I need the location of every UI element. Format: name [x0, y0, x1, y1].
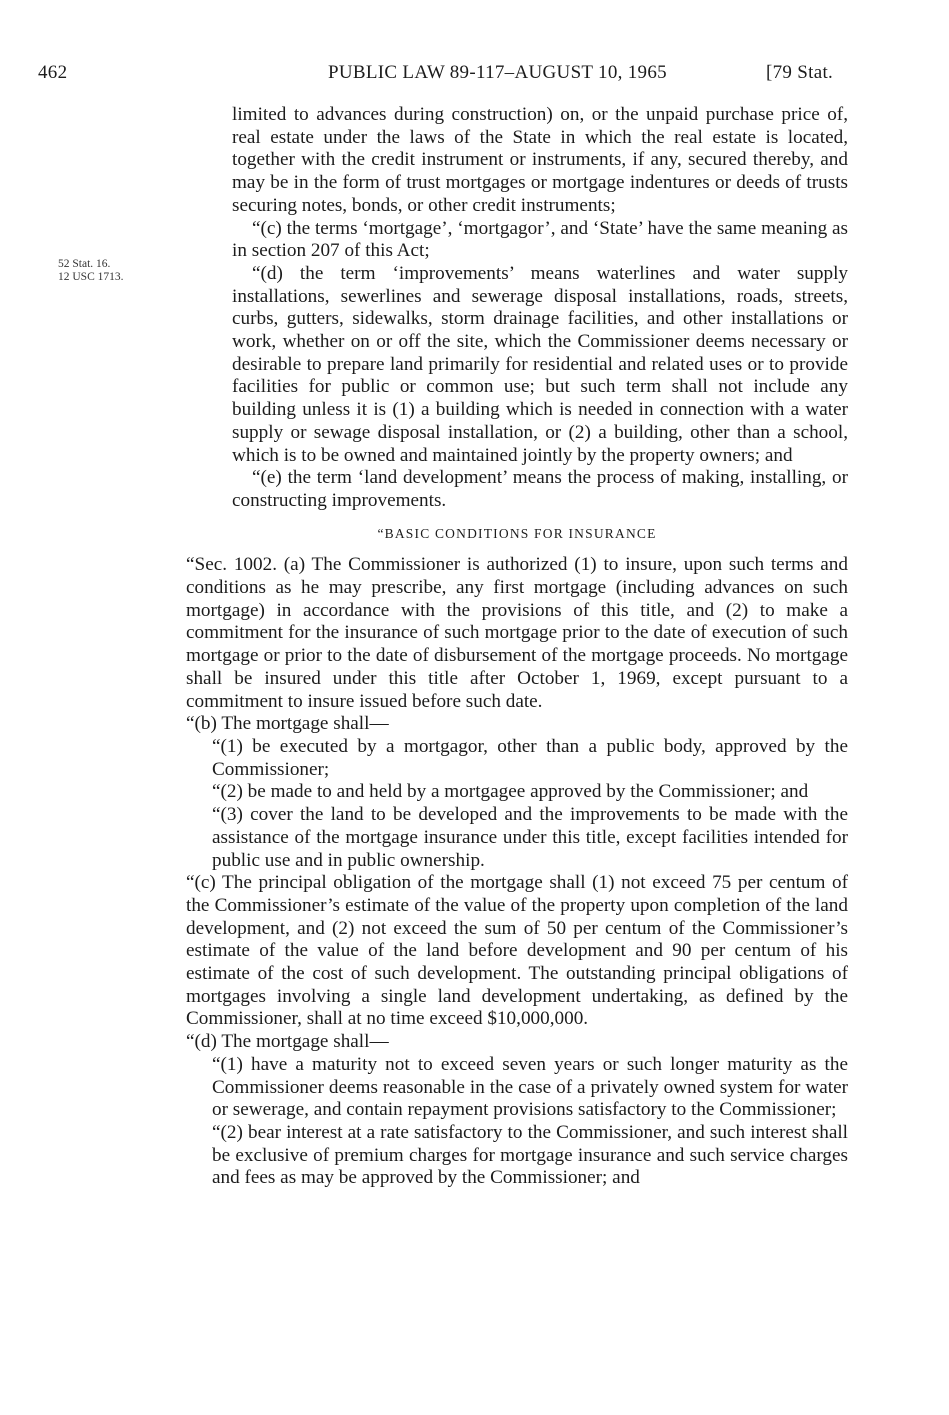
subsection-b-items [186, 736, 848, 872]
paragraph: “(2) bear interest at a rate satisfactory to the Commissioner, and such interest shall be exclusive of premium charges for mortgage insurance and such service charges and fees as may be approved by the Commissioner; and [212, 1121, 848, 1189]
running-title: PUBLIC LAW 89-117–AUGUST 10, 1965 [328, 62, 667, 83]
paragraph: limited to advances during construction) on, or the unpaid purchase price of, real estate under the laws of the State in which the real estate is located, together with the credit instrument or instruments, if any, secured thereby, and may be in the form of trust mortgages or mortgage indentures or deeds of trusts securing notes, bonds, or other credit instruments; [232, 104, 848, 216]
paragraph: “Sec. 1002. (a) The Commissioner is authorized (1) to insure, upon such terms and conditions as he may prescribe, any first mortgage (including advances on such mortgage) in accordance with the provisions of this title, and (2) to make a commitment for the insurance of such mortgage prior to the date of execution of such mortgage or prior to the date of disbursement of the mortgage proceeds. No mortgage shall be insured under this title after October 1, 1969, except pursuant to a commitment to insure issued before such date. [186, 554, 848, 712]
paragraph: “(3) cover the land to be developed and the improvements to be made with the assistance of the mortgage insurance under this title, except facilities intended for public use and in public ownership. [212, 804, 848, 871]
subsection-d-items [186, 1054, 848, 1190]
paragraph: “(d) The mortgage shall— [186, 1031, 389, 1053]
body-text [186, 104, 848, 1190]
section-heading: “BASIC CONDITIONS FOR INSURANCE [377, 525, 657, 541]
paragraph: “(2) be made to and held by a mortgagee approved by the Commissioner; and [212, 781, 809, 803]
paragraph: “(1) have a maturity not to exceed seven years or such longer maturity as the Commissioner deems reasonable in the case of a privately owned system for water or sewerage, and contain repayment provisions satisfactory to the Commissioner; [212, 1053, 848, 1121]
margin-citation-line: 12 USC 1713. [58, 271, 124, 283]
margin-citation [58, 258, 124, 284]
paragraph: “(1) be executed by a mortgagor, other than a public body, approved by the Commissioner; [212, 735, 848, 780]
page-number: 462 [38, 62, 68, 83]
paragraph: “(e) the term ‘land development’ means the process of making, installing, or constructing improvements. [232, 467, 848, 511]
paragraph: “(d) the term ‘improvements’ means waterlines and water supply installations, sewerlines and sewerage disposal installations, roads, streets, curbs, gutters, sidewalks, storm drainage facilities, and other installations or work, whether on or off the site, which the Commissioner deems necessary or desirable to prepare land primarily for residential and related uses or to provide facilities for public or common use; but such term shall not include any building unless it is (1) a building which is needed in connection with a water supply or sewage disposal installation, or (2) a building, other than a school, which is to be owned and maintained jointly by the property owners; and [232, 262, 848, 466]
statute-volume: [79 Stat. [766, 62, 834, 83]
definitions-block [186, 104, 848, 513]
paragraph: “(b) The mortgage shall— [186, 713, 389, 735]
paragraph: “(c) The principal obligation of the mortgage shall (1) not exceed 75 per centum of the Commissioner’s estimate of the value of the property upon completion of the land development, and (2) not exceed the sum of 50 per centum of the Commissioner’s estimate of the value of the land before development and 90 per centum of his estimate of the cost of such development. The outstanding principal obligations of mortgages involving a single land development undertaking, as defined by the Commissioner, shall at no time exceed $10,000,000. [186, 872, 848, 1030]
margin-citation-line: 52 Stat. 16. [58, 258, 111, 270]
paragraph: “(c) the terms ‘mortgage’, ‘mortgagor’, and ‘State’ have the same meaning as in section 207 of this Act; [232, 217, 848, 262]
